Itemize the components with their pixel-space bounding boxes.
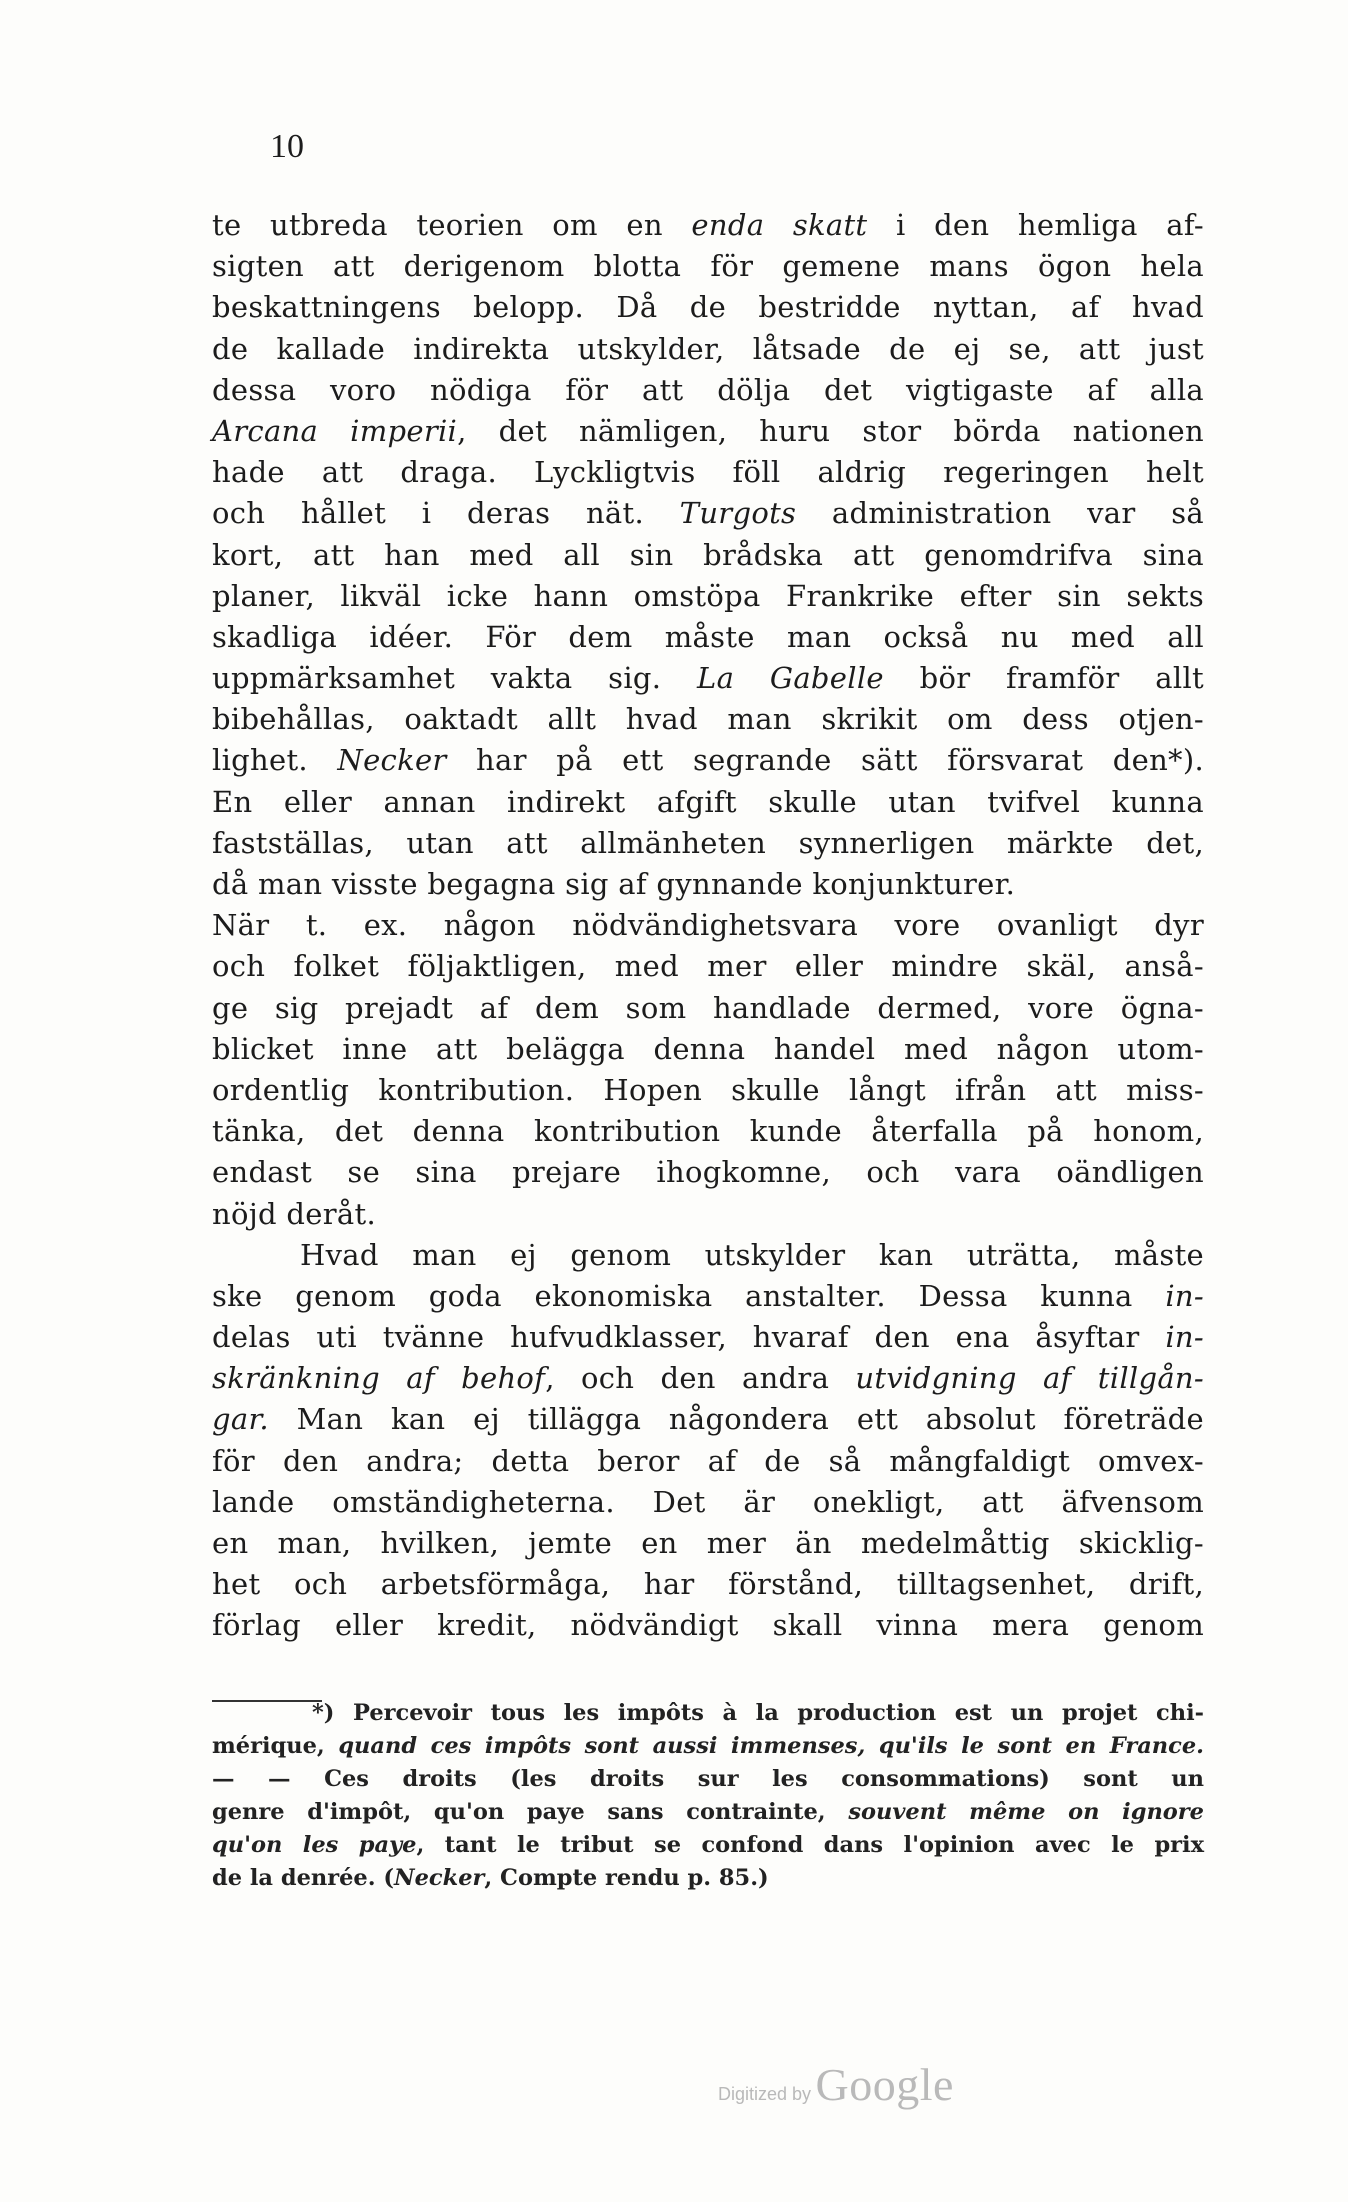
footnote-line: qu'on les paye, tant le tribut se confond dans l'opinion avec le prix (212, 1832, 1204, 1858)
text-line: hade att draga. Lyckligtvis föll aldrig regeringen helt (212, 455, 1204, 490)
text-line: te utbreda teorien om en enda skatt i den hemliga af- (212, 208, 1204, 242)
text-line: kort, att han med all sin brådska att genomdrifva sina (212, 537, 1204, 572)
text-line: förlag eller kredit, nödvändigt skall vinna mera genom (212, 1608, 1204, 1643)
text-line: för den andra; detta beror af de så mångfaldigt omvex- (212, 1443, 1204, 1478)
text-line: sigten att derigenom blotta för gemene mans ögon hela (212, 249, 1204, 284)
footnote-line: mérique, quand ces impôts sont aussi immenses, qu'ils le sont en France. (212, 1733, 1204, 1759)
digitized-watermark (718, 2058, 954, 2111)
text-line: Arcana imperii, det nämligen, huru stor börda nationen (212, 413, 1204, 448)
text-line: gar. Man kan ej tillägga någondera ett absolut företräde (212, 1402, 1204, 1437)
text-line: het och arbetsförmåga, har förstånd, tilltagsenhet, drift, (212, 1567, 1204, 1602)
text-line: fastställas, utan att allmänheten synnerligen märkte det, (212, 825, 1204, 860)
text-line: bibehållas, oaktadt allt hvad man skrikit om dess otjen- (212, 702, 1204, 737)
footnote-line: *) Percevoir tous les impôts à la production est un projet chi- (312, 1700, 1204, 1726)
footnote-line: — — Ces droits (les droits sur les consommations) sont un (212, 1766, 1204, 1792)
text-line: beskattningens belopp. Då de bestridde nyttan, af hvad (212, 290, 1204, 325)
body-text (212, 205, 1204, 1647)
text-line: skadliga idéer. För dem måste man också nu med all (212, 619, 1204, 654)
footnotes (212, 1697, 1204, 1895)
text-line: tänka, det denna kontribution kunde återfalla på honom, (212, 1114, 1204, 1149)
footnote-line: genre d'impôt, qu'on paye sans contrainte, souvent même on ignore (212, 1799, 1204, 1825)
text-line: och hållet i deras nät. Turgots administration var så (212, 496, 1204, 531)
text-line: ordentlig kontribution. Hopen skulle långt ifrån att miss- (212, 1072, 1204, 1107)
text-line: blicket inne att belägga denna handel med någon utom- (212, 1031, 1204, 1066)
text-line: planer, likväl icke hann omstöpa Frankrike efter sin sekts (212, 578, 1204, 613)
text-line: lande omständigheterna. Det är onekligt, att äfvensom (212, 1484, 1204, 1519)
text-line: När t. ex. någon nödvändighetsvara vore ovanligt dyr (212, 908, 1204, 943)
text-line: nöjd deråt. (212, 1196, 376, 1231)
text-line: ske genom goda ekonomiska anstalter. Dessa kunna in- (212, 1278, 1204, 1313)
google-logo: Google (815, 2059, 954, 2110)
text-line: En eller annan indirekt afgift skulle utan tvifvel kunna (212, 784, 1204, 819)
watermark-prefix: Digitized by (718, 2084, 812, 2104)
text-line: lighet. Necker har på ett segrande sätt försvarat den*). (212, 743, 1204, 778)
text-line: en man, hvilken, jemte en mer än medelmåttig skicklig- (212, 1526, 1204, 1560)
text-line: och folket följaktligen, med mer eller mindre skäl, anså- (212, 949, 1204, 984)
text-line: skränkning af behof, och den andra utvidgning af tillgån- (212, 1361, 1204, 1396)
text-line: delas uti tvänne hufvudklasser, hvaraf den ena åsyftar in- (212, 1320, 1204, 1355)
text-line: ge sig prejadt af dem som handlade dermed, vore ögna- (212, 990, 1204, 1025)
text-line: Hvad man ej genom utskylder kan uträtta, måste (300, 1237, 1204, 1272)
page-number: 10 (270, 128, 304, 165)
text-line: då man visste begagna sig af gynnande konjunkturer. (212, 867, 1016, 901)
text-line: dessa voro nödiga för att dölja det vigtigaste af alla (212, 372, 1204, 407)
text-line: endast se sina prejare ihogkomne, och vara oändligen (212, 1155, 1204, 1190)
text-line: uppmärksamhet vakta sig. La Gabelle bör framför allt (212, 661, 1204, 696)
footnote-line: de la denrée. (Necker, Compte rendu p. 85.) (212, 1865, 769, 1891)
text-line: de kallade indirekta utskylder, låtsade de ej se, att just (212, 331, 1204, 366)
